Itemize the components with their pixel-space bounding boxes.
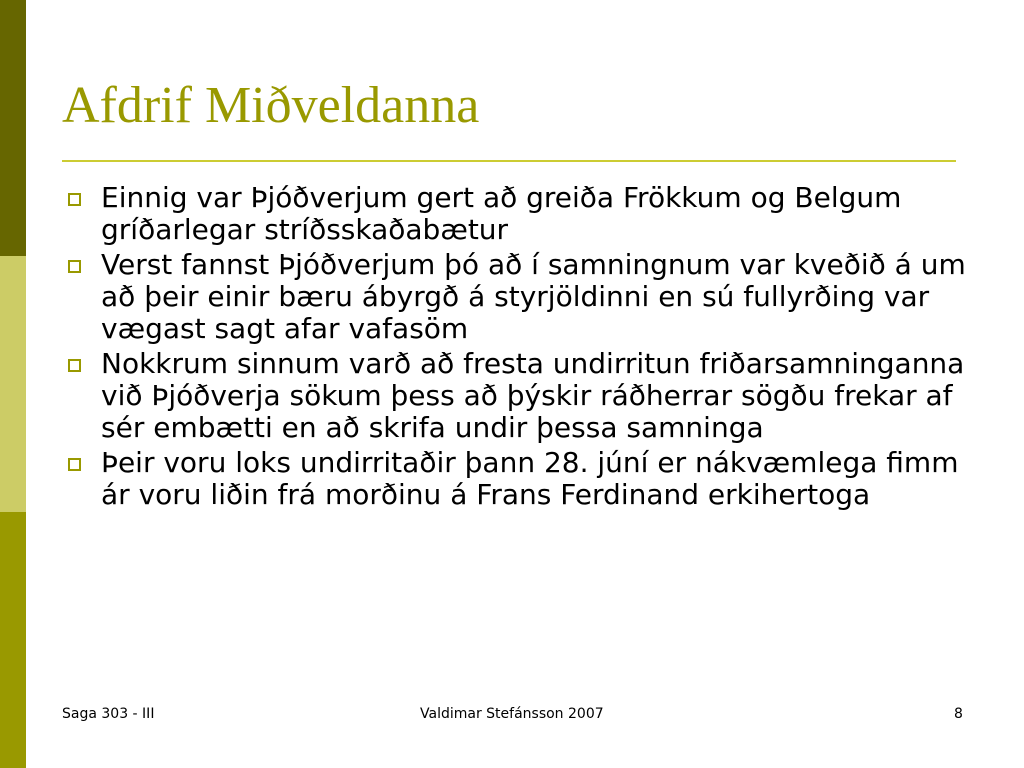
- sidebar-stripe-bottom: [0, 512, 26, 768]
- bullet-item: [66, 447, 966, 511]
- sidebar-stripe-top: [0, 0, 26, 256]
- bullet-item: [66, 182, 966, 246]
- bullet-text: Nokkrum sinnum varð að fresta undirritun friðarsamninganna við Þjóðverja sökum þess að þýskir ráðherrar sögðu frekar af sér embætti en að skrifa undir þessa samninga: [101, 347, 965, 444]
- footer-page-number: 8: [954, 706, 963, 722]
- bullet-text: Þeir voru loks undirritaðir þann 28. júní er nákvæmlega fimm ár voru liðin frá morðinu á Frans Ferdinand erkihertoga: [101, 446, 959, 511]
- hollow-square-icon: [68, 193, 81, 206]
- bullet-list: [66, 182, 966, 514]
- title-divider: [62, 160, 956, 162]
- bullet-text: Einnig var Þjóðverjum gert að greiða Frökkum og Belgum gríðarlegar stríðsskaðabætur: [101, 181, 902, 246]
- hollow-square-icon: [68, 458, 81, 471]
- hollow-square-icon: [68, 260, 81, 273]
- bullet-item: [66, 249, 966, 345]
- footer-author: Valdimar Stefánsson 2007: [420, 706, 604, 722]
- bullet-text: Verst fannst Þjóðverjum þó að í samningnum var kveðið á um að þeir einir bæru ábyrgð á styrjöldinni en sú fullyrðing var vægast sagt afar vafasöm: [101, 248, 966, 345]
- bullet-item: [66, 348, 966, 444]
- sidebar-stripe-middle: [0, 256, 26, 512]
- hollow-square-icon: [68, 359, 81, 372]
- slide-title: Afdrif Miðveldanna: [62, 77, 480, 134]
- footer-course: Saga 303 - III: [62, 706, 155, 722]
